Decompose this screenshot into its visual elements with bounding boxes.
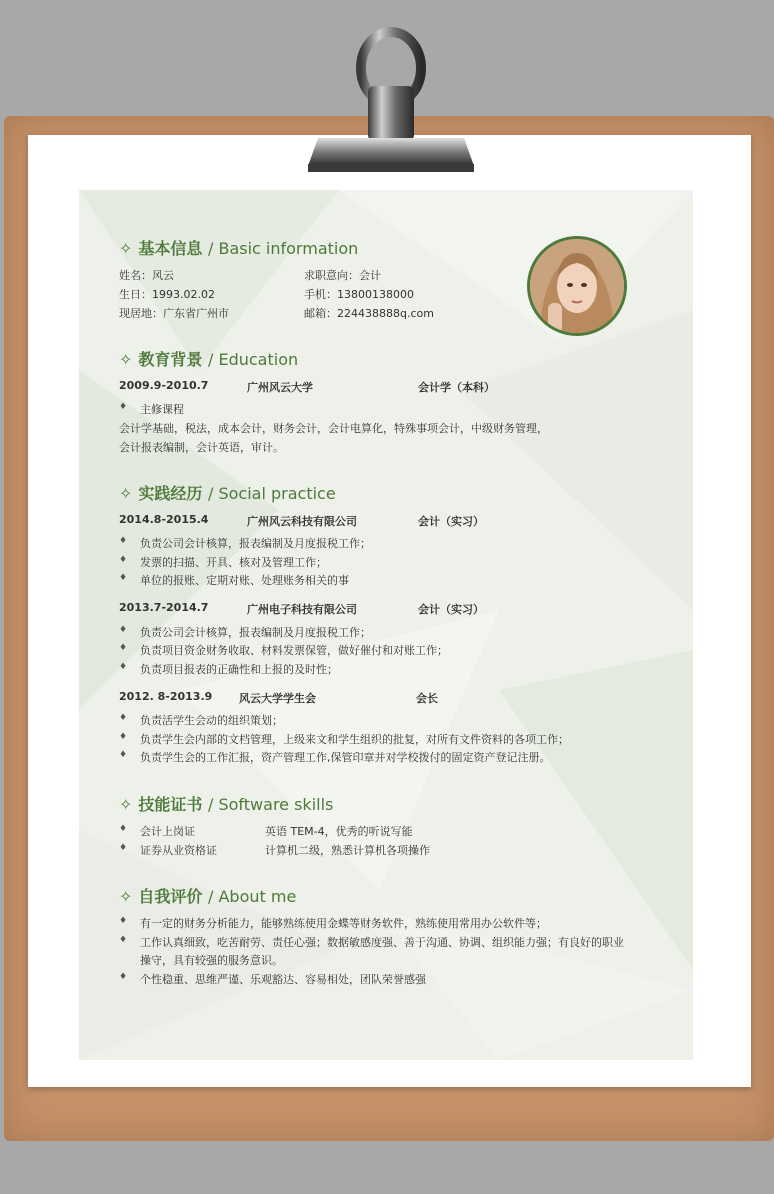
about-item: 有一定的财务分析能力，能够熟练使用金蝶等财务软件，熟练使用常用办公软件等； [140,917,547,930]
bullet-icon: ♦ [119,662,128,672]
section-title-en: / Social practice [208,484,336,503]
diamond-icon: ✧ [119,239,133,258]
job-item: 负责学生会的工作汇报，资产管理工作,保管印章并对学校拨付的固定资产登记注册。 [140,751,551,764]
bullet-icon: ♦ [119,536,128,546]
section-title-cn: 实践经历 [138,484,203,503]
edu-period: 2009.9-2010.7 [119,379,209,392]
about-item: 工作认真细致，吃苦耐劳、责任心强；数据敏感度强、善于沟通、协调、组织能力强；有良好的职业 [140,936,624,949]
job-role: 会计（实习） [418,515,484,528]
diamond-icon: ✧ [119,795,133,814]
bullet-icon: ♦ [119,625,128,635]
section-title-en: / Education [208,350,299,369]
diamond-icon: ✧ [119,484,133,503]
course-line: 会计学基础，税法，成本会计，财务会计，会计电算化，特殊事项会计，中级财务管理， [119,422,548,435]
job-item: 负责项目资金财务收取、材料发票保管，做好催付和对账工作； [140,644,448,657]
bullet-icon: ♦ [119,750,128,760]
section-title-about [119,884,296,907]
certificate: 证券从业资格证 [140,844,217,857]
about-item-cont: 操守，具有较强的服务意识。 [140,954,283,967]
email-field: 邮箱：224438888q.com [304,307,434,320]
bullet-icon: ♦ [119,916,128,926]
bullet-icon: ♦ [119,573,128,583]
job-field: 求职意向：会计 [304,269,381,282]
profile-photo [527,236,627,336]
job-period: 2014.8-2015.4 [119,513,209,526]
diamond-icon: ✧ [119,887,133,906]
section-title-en: / Software skills [208,795,334,814]
section-title-en: / About me [208,887,297,906]
skill: 英语 TEM-4，优秀的听说写能 [265,825,413,838]
course-line: 会计报表编制，会计英语，审计。 [119,441,284,454]
skill: 计算机二级，熟悉计算机各项操作 [265,844,430,857]
section-title-cn: 自我评价 [138,887,203,906]
bullet-icon: ♦ [119,713,128,723]
edu-school: 广州风云大学 [247,381,313,394]
section-title-education [119,347,298,370]
certificate: 会计上岗证 [140,825,195,838]
bullet-icon: ♦ [119,555,128,565]
job-item: 负责公司会计核算，报表编制及月度报税工作； [140,537,371,550]
bullet-icon: ♦ [119,843,128,853]
diamond-icon: ✧ [119,350,133,369]
job-item: 单位的报账、定期对账、处理账务相关的事 [140,574,349,587]
edu-major: 会计学（本科） [418,381,495,394]
job-item: 负责活学生会动的组织策划； [140,714,283,727]
section-title-cn: 技能证书 [138,795,203,814]
bullet-icon: ♦ [119,972,128,982]
bullet-icon: ♦ [119,643,128,653]
section-title-basic [119,236,358,259]
section-title-skills [119,792,333,815]
phone-field: 手机：13800138000 [304,288,414,301]
about-item: 个性稳重、思维严谨、乐观豁达、容易相处，团队荣誉感强 [140,973,426,986]
job-item: 发票的扫描、开具、核对及管理工作； [140,556,327,569]
job-company: 风云大学学生会 [239,692,316,705]
course-label: 主修课程 [140,403,184,416]
job-period: 2013.7-2014.7 [119,601,209,614]
birth-field: 生日：1993.02.02 [119,288,215,301]
section-title-practice [119,481,336,504]
bullet-icon: ♦ [119,732,128,742]
job-item: 负责学生会内部的文档管理，上级来文和学生组织的批复，对所有文件资料的各项工作； [140,733,569,746]
binder-clip [308,26,474,176]
name-field: 姓名：风云 [119,269,174,282]
section-title-en: / Basic information [208,239,359,258]
job-company: 广州电子科技有限公司 [247,603,357,616]
section-title-cn: 教育背景 [138,350,203,369]
address-field: 现居地：广东省广州市 [119,307,229,320]
job-period: 2012. 8-2013.9 [119,690,213,703]
section-title-cn: 基本信息 [138,239,203,258]
job-role: 会计（实习） [418,603,484,616]
job-item: 负责公司会计核算，报表编制及月度报税工作； [140,626,371,639]
job-item: 负责项目报表的正确性和上报的及时性； [140,663,338,676]
bullet-icon: ♦ [119,824,128,834]
bullet-icon: ♦ [119,935,128,945]
job-company: 广州风云科技有限公司 [247,515,357,528]
bullet-icon: ♦ [119,402,128,412]
job-role: 会长 [416,692,438,705]
